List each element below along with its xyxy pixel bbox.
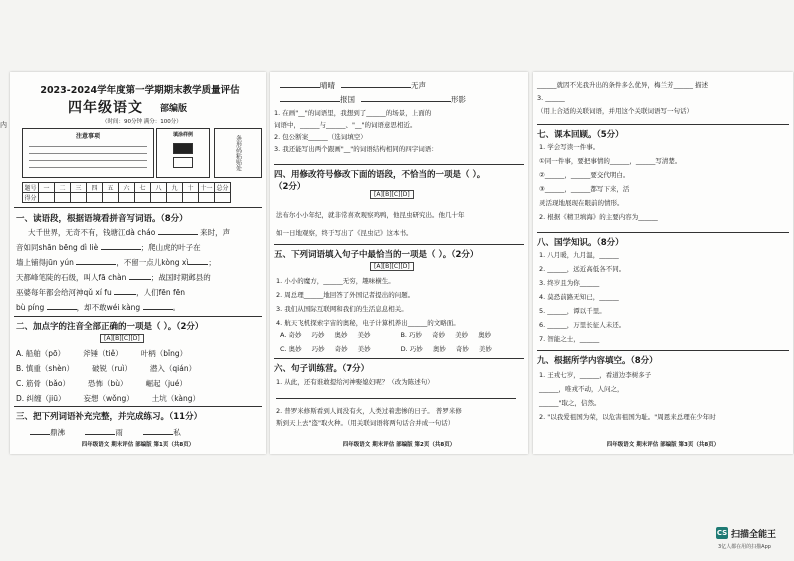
score-header-cell: 七 xyxy=(135,183,151,193)
page-footer: 四年级语文 期末评估 部编版 第2页（共8页） xyxy=(342,442,456,448)
sec8-line: 6. ______，万里长征人未还。 xyxy=(539,321,626,329)
section-6-heading: 六、句子训练营。（7分） xyxy=(274,364,370,374)
sec5-line: 1. 小小的魔方，______无穷，趣味横生。 xyxy=(276,277,395,285)
sec5-answer-choices[interactable]: [A][B][C][D] xyxy=(370,262,414,271)
q3-text: 3. ______ xyxy=(537,94,565,102)
option: 奥妙 xyxy=(478,331,492,339)
option: 奥妙 xyxy=(334,331,348,339)
q2-text: 2. 包公断案______（选词填空） xyxy=(274,133,367,141)
section-1-heading: 一、读语段，根据语境看拼音写词语。（8分） xyxy=(16,214,188,224)
camscanner-logo-icon: CS xyxy=(716,529,728,537)
edition-label: 部编版 xyxy=(160,104,188,114)
sec2-option-row xyxy=(16,363,196,374)
exam-page-3 xyxy=(533,72,793,454)
camscanner-title: 扫描全能王 xyxy=(731,530,777,540)
page-footer: 四年级语文 期末评估 部编版 第1页（共8页） xyxy=(81,442,195,448)
sec6-q1: 1. 从此，还有谁敢提给河神娶媳妇呢？（改为陈述句） xyxy=(276,378,434,386)
sec1-text: ； xyxy=(208,258,216,267)
section-2-heading: 二、加点字的注音全部正确的一项是（ ）。（2分） xyxy=(16,322,204,332)
sec5-option-row xyxy=(280,330,491,339)
option: 奇妙 xyxy=(455,345,469,353)
sec4-text: 如一日地观察，终于写出了《昆虫记》这本书。 xyxy=(276,229,413,237)
notice-heading: 注意事项 xyxy=(75,133,100,140)
score-header-cell: 一 xyxy=(39,183,55,193)
exam-title: 2023-2024学年度第一学期期末教学质量评估 xyxy=(40,85,240,96)
sec1-text: 墙上铺得jūn yún xyxy=(16,258,74,267)
sec1-text: 来时，声 xyxy=(200,228,231,237)
section-5-heading: 五、下列词语填入句子中最恰当的一项是（ ）。（2分） xyxy=(274,250,479,260)
option: 潜入（qián） xyxy=(149,364,197,373)
score-header-cell: 二 xyxy=(55,183,71,193)
option: 斧锤（tiě） xyxy=(83,349,123,358)
sec1-text: ；爬山虎的叶子在 xyxy=(140,243,201,252)
sec8-line: 2. ______，远近高低各不同。 xyxy=(539,265,626,273)
word: 鼎沸 xyxy=(50,428,65,437)
sec9-line: ______"取之，信然。 xyxy=(539,399,601,407)
sec2-option-row xyxy=(16,393,200,404)
sec7-line: 1. 学会写读一件事。 xyxy=(539,143,600,151)
option: 美妙 xyxy=(455,331,469,339)
option: D. 巧妙 xyxy=(400,345,423,353)
sec7-line: ①同一件事，要把事情的______，______写清楚。 xyxy=(539,157,682,165)
score-header-cell: 六 xyxy=(119,183,135,193)
section-4-points: （2分） xyxy=(274,182,306,192)
grade-title: 四年级语文 xyxy=(68,100,143,116)
option: 妄想（wǒng） xyxy=(83,394,134,403)
sec7-line: 灵活现地展现在眼前的情形。 xyxy=(539,199,624,207)
score-label: 得分 xyxy=(23,193,39,203)
section-9-heading: 九、根据所学内容填空。（8分） xyxy=(537,356,658,366)
score-value-row xyxy=(23,193,231,203)
fill-sample-box xyxy=(156,128,210,178)
score-header-cell: 题号 xyxy=(23,183,39,193)
sec2-option-row xyxy=(16,378,187,389)
option: 破锐（ruì） xyxy=(91,364,132,373)
sec5-line: 3. 我们从国际互联网和我们的生活息息相关。 xyxy=(276,305,408,313)
option: B. 巧妙 xyxy=(400,331,423,339)
sec4-text: 法布尔小小年纪，就非常喜欢观察鸡鸭，他昆虫研究出。他几十年 xyxy=(276,211,465,219)
sec1-text: 大千世界，无奇不有，钱塘江dà cháo xyxy=(28,228,156,237)
sec7-line: 2. 根据《精卫填海》的主要内容为______ xyxy=(539,213,658,221)
score-header-cell: 十一 xyxy=(199,183,215,193)
option: D. 纠缠（jiū） xyxy=(16,394,66,403)
sec1-text: ；战国时期邺县的 xyxy=(150,273,211,282)
score-header-cell: 三 xyxy=(71,183,87,193)
section-3-heading: 三、把下列词语补充完整，并完成练习。（11分） xyxy=(16,412,203,422)
sec1-text: ，人们fēn fēn xyxy=(136,288,185,297)
option: 奥妙 xyxy=(432,345,446,353)
option: 叶柄（bǐng） xyxy=(140,349,188,358)
sec8-line: 3. 终岁且为你______ xyxy=(539,279,600,287)
word: 形影 xyxy=(451,95,466,104)
notice-box xyxy=(22,128,154,178)
time-line: （时间：90分钟 满分：100分） xyxy=(102,119,182,125)
sec7-line: ②______，______要交代明白。 xyxy=(539,171,630,179)
sec9-line: ______，唯戎不动，人问之， xyxy=(539,385,624,393)
exam-page-1 xyxy=(10,72,266,454)
option: 巧妙 xyxy=(311,331,325,339)
sec8-line: 4. 莫恐前路无知已，______ xyxy=(539,293,619,301)
score-header-row xyxy=(23,183,231,193)
word: 报国 xyxy=(340,95,355,104)
word: 无声 xyxy=(411,81,426,90)
section-8-heading: 八、国学知识。（8分） xyxy=(537,238,624,248)
option: A. 船舶（pō） xyxy=(16,349,66,358)
score-header-cell: 九 xyxy=(167,183,183,193)
sec7-line: ③______，______都写下来，活 xyxy=(539,185,630,193)
sec1-text: 。 xyxy=(172,303,181,312)
sec5-line: 4. 航天飞机探索宇宙的奥秘，电子计算机养出______的文略面。 xyxy=(276,319,460,327)
sec9-line: 2. "以我爱祖国为荣，以危害祖国为耻。"周恩来总理在少年时 xyxy=(539,413,716,421)
exam-page-2 xyxy=(270,72,528,454)
sec6-q2: 2. 普罗米修斯看到人间没有火，人类过着悲惨的日子。 普罗米修 xyxy=(276,407,462,415)
sec1-text: 巫婆每年都会给河神qǔ xí fu xyxy=(16,288,112,297)
option: C. 筋骨（bǎo） xyxy=(16,379,70,388)
sec1-text: bù píng xyxy=(16,303,45,312)
score-header-cell: 五 xyxy=(103,183,119,193)
top-line: ______就因不光我升出的条件多么优异，梅兰芳______ 描述 xyxy=(537,81,709,89)
option: 土坑（kàng） xyxy=(151,394,201,403)
binding-edge-text: 内 xyxy=(0,121,7,129)
sec1-text: 音如同shān bēng dì liè xyxy=(16,243,99,252)
q3-text: （用上合适的关联词语，并用这个关联词语写一句话） xyxy=(537,107,693,115)
sec5-option-row xyxy=(280,344,492,353)
q3-text: 3. 我还能写出两个跟画"__"的词语结构相同的四字词语： xyxy=(274,145,438,153)
fill-heading: 填涂样例 xyxy=(172,132,193,138)
q1-text: 词语中，______与______、"__"的词语意思相近。 xyxy=(274,121,417,129)
sec1-text: 天都峰笔陡的石级，叫人fā chàn xyxy=(16,273,127,282)
score-header-cell: 十 xyxy=(183,183,199,193)
option: C. 奥妙 xyxy=(280,345,302,353)
score-table xyxy=(22,182,231,203)
q1-text: 1. 在画"__"的词语里，我想到了______的场景，上面的 xyxy=(274,109,432,117)
option: 奇妙 xyxy=(334,345,348,353)
sec2-option-row xyxy=(16,348,187,359)
sec4-answer-choices[interactable]: [A][B][C][D] xyxy=(370,190,414,199)
barcode-area: 条形码粘贴处 xyxy=(214,128,262,178)
option: B. 慎重（shèn） xyxy=(16,364,74,373)
sec9-line: 1. 王戎七岁，______，看道边李树多子 xyxy=(539,371,652,379)
option: 美妙 xyxy=(357,331,371,339)
sec5-line: 2. 周总理______地回答了外国记者提出的问题。 xyxy=(276,291,415,299)
sec2-answer-choices[interactable]: [A][B][C][D] xyxy=(100,334,144,343)
camscanner-subtitle: 3亿人都在用的扫描App xyxy=(718,544,771,550)
score-header-cell: 总分 xyxy=(215,183,231,193)
page-footer: 四年级语文 期末评估 部编版 第3页（共8页） xyxy=(606,442,720,448)
option: 崛起（jué） xyxy=(145,379,187,388)
option: 奇妙 xyxy=(432,331,446,339)
option: 美妙 xyxy=(357,345,371,353)
sec8-line: 7. 智能之士，______ xyxy=(539,335,600,343)
sec1-text: ，却不敢wéi kàng xyxy=(76,303,141,312)
section-4-heading: 四、用修改符号修改下面的语段，不恰当的一项是（ ）。 xyxy=(274,170,486,180)
sec8-line: 5. ______，谭以千里。 xyxy=(539,307,606,315)
word: 雨 xyxy=(115,428,123,437)
sec6-q2b: 斯到天上去"盗"取火种。（用关联词语将两句话合并成一句话） xyxy=(276,419,455,427)
score-header-cell: 八 xyxy=(151,183,167,193)
sec3-words xyxy=(30,427,181,438)
word: 晴晴 xyxy=(320,81,335,90)
word: 私 xyxy=(173,428,181,437)
sec8-line: 1. 八月暖，九月温，______ xyxy=(539,251,619,259)
score-header-cell: 四 xyxy=(87,183,103,193)
sec1-text: ，不留一点儿kòng xì xyxy=(116,258,189,267)
option: 恐怖（bù） xyxy=(87,379,128,388)
option: 美妙 xyxy=(478,345,492,353)
option: A. 奇妙 xyxy=(280,331,302,339)
option: 巧妙 xyxy=(311,345,325,353)
section-7-heading: 七、课本回顾。（5分） xyxy=(537,130,624,140)
